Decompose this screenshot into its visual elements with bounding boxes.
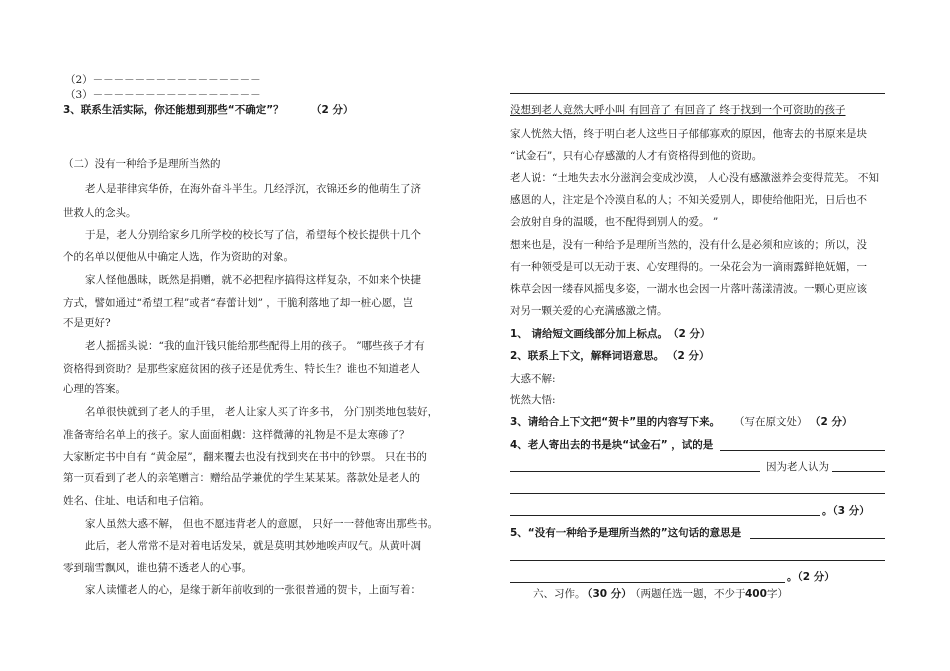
right-line-10: 对另一颗关爱的心充满感激之情。 <box>510 305 668 317</box>
section-6-unit: 字） <box>767 588 788 600</box>
top-rule <box>510 93 885 94</box>
answer-line-5c[interactable] <box>510 582 785 583</box>
para-5a: 名单很快就到了老人的手里， 老人让家人买了许多书， 分门别类地包装好， <box>85 406 439 418</box>
para-4b: 资格得到资助？是那些家庭贫困的孩子还是优秀生、特长生？谁也不知道老人 <box>63 363 420 375</box>
para-2b: 个的名单以便他从中确定人选，作为资助的对象。 <box>63 251 294 263</box>
question-4-score: 。（3 分） <box>822 505 870 517</box>
underlined-passage: 没想到老人竟然大呼小叫 有回音了 有回音了 终于找到一个可资助的孩子 <box>510 104 846 116</box>
question-1-score: （2 分） <box>668 328 711 340</box>
para-3c: 不是更好? <box>63 317 111 329</box>
answer-line-5b[interactable] <box>510 560 885 561</box>
para-7b: 零到瑞雪飘风，谁也猜不透老人的心事。 <box>63 562 252 574</box>
right-line-9: 株草会因一缕春风摇曳多姿，一湖水也会因一片落叶荡漾清波。一颗心更应该 <box>510 283 867 295</box>
question-3-score: （2 分） <box>311 104 354 116</box>
question-3: 3、请给合上下文把“贺卡”里的内容写下来。 <box>510 416 721 428</box>
para-2a: 于是，老人分别给家乡几所学校的校长写了信，希望每个校长提供十几个 <box>85 229 421 241</box>
word-1: 大惑不解: <box>510 373 556 385</box>
para-5b: 准备寄给名单上的孩子。家人面面相觑：这样微薄的礼物是不是太寒碜了？ <box>63 429 410 441</box>
para-3b: 方式，譬如通过“希望工程”或者“春蕾计划” ，干脆利落地了却一桩心愿，岂 <box>63 297 414 309</box>
para-1a: 老人是菲律宾华侨，在海外奋斗半生。几经浮沉，衣锦还乡的他萌生了济 <box>85 183 421 195</box>
section-6-title: 六、习作。 <box>533 588 586 600</box>
question-1: 1、 请给短文画线部分加上标点。 <box>510 328 668 340</box>
right-line-7: 想来也是，没有一种给予是理所当然的，没有什么是必须和应该的；所以，没 <box>510 239 867 251</box>
para-5c: 大家断定书中自有 “黄金屋”，翻来覆去也没有找到夹在书中的钞票。 只在书的 <box>63 451 427 463</box>
answer-line-2: （2）－－－－－－－－－－－－－－－－ <box>65 74 261 86</box>
answer-line-4b[interactable] <box>510 471 760 472</box>
answer-line-3: （3）－－－－－－－－－－－－－－－－ <box>65 89 261 101</box>
right-line-2: 家人恍然大悟，终于明白老人这些日子郁郁寡欢的原因，他寄去的书原来是块 <box>510 128 867 140</box>
answer-line-4e[interactable] <box>510 515 820 516</box>
question-3-score-right: （2 分） <box>810 416 853 428</box>
para-6: 家人虽然大惑不解， 但也不愿违背老人的意愿， 只好一一替他寄出那些书。 <box>85 518 439 530</box>
right-line-4: 老人说：“土地失去水分滋润会变成沙漠， 人心没有感激滋养会变得荒芜。 不知 <box>510 172 880 184</box>
question-5-score: 。（2 分） <box>787 571 835 583</box>
question-2-score: （2 分） <box>667 350 710 362</box>
question-3-note: （写在原文处） <box>734 416 808 428</box>
para-7a: 此后，老人常常不是对着电话发呆，就是莫明其妙地唉声叹气。从黄叶凋 <box>85 540 421 552</box>
question-4: 4、老人寄出去的书是块“试金石” ，试的是 <box>510 439 714 451</box>
para-1b: 世救人的念头。 <box>63 207 137 219</box>
para-4a: 老人摇摇头说：“我的血汗钱只能给那些配得上用的孩子。 ”哪些孩子才有 <box>85 340 425 352</box>
right-line-8: 有一种领受是可以无动于衷、心安理得的。一朵花会为一滴雨露鲜艳妩媚，一 <box>510 261 867 273</box>
section-6-rule: （两题任选一题，不少于 <box>630 588 746 600</box>
para-5e: 姓名、住址、电话和电子信箱。 <box>63 495 210 507</box>
question-5: 5、“没有一种给予是理所当然的”这句话的意思是 <box>510 527 742 539</box>
section-6-number: 400 <box>745 588 767 600</box>
para-4c: 心理的答案。 <box>63 383 126 395</box>
question-2: 2、联系上下文，解释词语意思。 <box>510 350 665 362</box>
para-8: 家人读懂老人的心，是缘于新年前收到的一张很普通的贺卡，上面写着： <box>85 584 421 596</box>
answer-line-5a[interactable] <box>750 538 885 539</box>
answer-line-4c[interactable] <box>832 471 885 472</box>
section-title: （二）没有一种给予是理所当然的 <box>63 158 221 170</box>
answer-line-4d[interactable] <box>510 493 885 494</box>
right-line-6: 会放射自身的温暖，也不配得到别人的爱。 ” <box>510 216 719 228</box>
right-line-5: 感恩的人，注定是个冷漠自私的人；不知关爱别人，即使给他阳光，日后也不 <box>510 194 867 206</box>
answer-line-4a[interactable] <box>720 450 885 451</box>
para-3a: 家人怪他愚昧，既然是捐赠，就不必把程序搞得这样复杂，不如来个快捷 <box>85 274 421 286</box>
section-6-score: （30 分） <box>582 588 632 600</box>
question-4-because: 因为老人认为 <box>766 461 829 473</box>
right-line-3: “试金石”，只有心存感激的人才有资格得到他的资助。 <box>510 150 763 162</box>
question-3-think: 3、联系生活实际，你还能想到那些“不确定”？ <box>63 104 284 116</box>
word-2: 恍然大悟: <box>510 394 556 406</box>
para-5d: 第一页看到了老人的亲笔赠言：赠给品学兼优的学生某某某。落款处是老人的 <box>63 472 420 484</box>
